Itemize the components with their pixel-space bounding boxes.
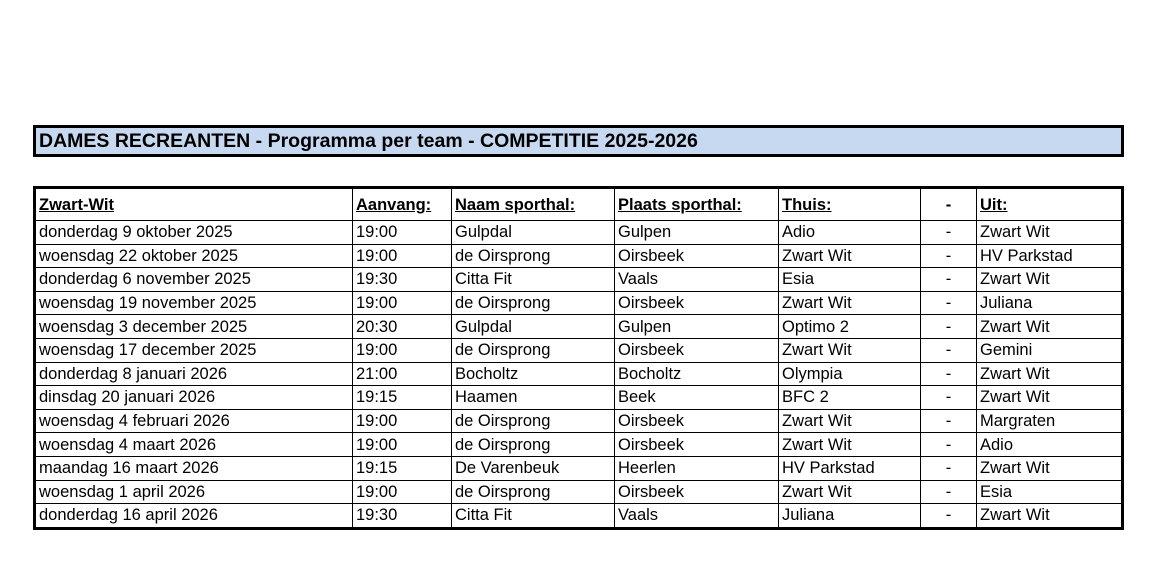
cell-hall: de Oirsprong [452,244,615,268]
cell-date: maandag 16 maart 2026 [35,456,353,480]
table-row [35,362,1123,386]
cell-home: Zwart Wit [779,291,921,315]
cell-away: Zwart Wit [977,456,1123,480]
cell-time: 19:00 [353,409,452,433]
cell-place: Gulpen [615,315,779,339]
table-row [35,456,1123,480]
cell-hall: Gulpdal [452,315,615,339]
cell-date: woensdag 19 november 2025 [35,291,353,315]
table-row [35,268,1123,292]
cell-place: Vaals [615,504,779,529]
table-row [35,221,1123,245]
table-row [35,315,1123,339]
cell-away: HV Parkstad [977,244,1123,268]
cell-away: Zwart Wit [977,315,1123,339]
cell-hall: De Varenbeuk [452,456,615,480]
cell-hall: Bocholtz [452,362,615,386]
cell-dash: - [921,315,977,339]
cell-place: Oirsbeek [615,291,779,315]
cell-hall: Citta Fit [452,504,615,529]
cell-date: donderdag 9 oktober 2025 [35,221,353,245]
cell-time: 20:30 [353,315,452,339]
cell-time: 19:15 [353,386,452,410]
cell-date: woensdag 17 december 2025 [35,338,353,362]
cell-time: 19:30 [353,504,452,529]
cell-hall: Haamen [452,386,615,410]
header-dash: - [921,188,977,221]
table-row [35,291,1123,315]
cell-hall: de Oirsprong [452,291,615,315]
table-row [35,433,1123,457]
cell-time: 19:00 [353,338,452,362]
cell-date: donderdag 16 april 2026 [35,504,353,529]
cell-time: 19:00 [353,244,452,268]
cell-home: Zwart Wit [779,244,921,268]
cell-date: donderdag 8 januari 2026 [35,362,353,386]
cell-hall: de Oirsprong [452,338,615,362]
cell-dash: - [921,244,977,268]
cell-place: Oirsbeek [615,244,779,268]
cell-home: Zwart Wit [779,433,921,457]
table-row [35,480,1123,504]
cell-date: woensdag 1 april 2026 [35,480,353,504]
title-banner [33,125,1124,157]
cell-away: Margraten [977,409,1123,433]
cell-place: Gulpen [615,221,779,245]
cell-away: Adio [977,433,1123,457]
cell-home: Zwart Wit [779,409,921,433]
cell-time: 19:30 [353,268,452,292]
cell-away: Esia [977,480,1123,504]
cell-place: Oirsbeek [615,338,779,362]
header-row [35,188,1123,221]
cell-date: woensdag 4 februari 2026 [35,409,353,433]
cell-dash: - [921,409,977,433]
table-row [35,409,1123,433]
cell-dash: - [921,386,977,410]
cell-hall: de Oirsprong [452,409,615,433]
cell-away: Zwart Wit [980,506,1050,525]
cell-dash: - [921,504,977,529]
cell-place: Heerlen [615,456,779,480]
cell-place: Oirsbeek [615,480,779,504]
cell-dash: - [921,456,977,480]
cell-dash: - [921,433,977,457]
table-row [35,244,1123,268]
cell-away: Zwart Wit [977,221,1123,245]
cell-home: Zwart Wit [779,338,921,362]
cell-dash: - [921,362,977,386]
cell-date: dinsdag 20 januari 2026 [35,386,353,410]
cell-home: Optimo 2 [779,315,921,339]
header-away: Uit: [977,188,1123,221]
header-hall: Naam sporthal: [452,188,615,221]
header-home: Thuis: [779,188,921,221]
table-row [35,386,1123,410]
cell-away: Juliana [977,291,1123,315]
header-time: Aanvang: [353,188,452,221]
cell-home: Esia [779,268,921,292]
table-row [35,504,1123,529]
cell-hall: de Oirsprong [452,433,615,457]
cell-time: 21:00 [353,362,452,386]
page-title: DAMES RECREANTEN - Programma per team - COMPETITIE 2025-2026 [39,129,698,152]
cell-dash: - [921,268,977,292]
cell-away: Zwart Wit [977,362,1123,386]
cell-home: Olympia [779,362,921,386]
schedule-table [33,186,1124,530]
cell-date: woensdag 22 oktober 2025 [35,244,353,268]
cell-place: Vaals [615,268,779,292]
cell-time: 19:00 [353,480,452,504]
cell-hall: Citta Fit [452,268,615,292]
cell-home: BFC 2 [779,386,921,410]
cell-dash: - [921,291,977,315]
cell-away: Zwart Wit [977,386,1123,410]
cell-dash: - [921,338,977,362]
cell-time: 19:15 [353,456,452,480]
cell-dash: - [921,480,977,504]
cell-place: Bocholtz [615,362,779,386]
cell-time: 19:00 [353,433,452,457]
cell-date: donderdag 6 november 2025 [35,268,353,292]
cell-date: woensdag 3 december 2025 [35,315,353,339]
header-place: Plaats sporthal: [615,188,779,221]
cell-home: HV Parkstad [779,456,921,480]
cell-home: Juliana [779,504,921,529]
cell-hall: Gulpdal [452,221,615,245]
cell-away: Gemini [977,338,1123,362]
cell-time: 19:00 [353,291,452,315]
cell-home: Zwart Wit [779,480,921,504]
table-row [35,338,1123,362]
cell-away: Zwart Wit [977,268,1123,292]
cell-hall: de Oirsprong [452,480,615,504]
cell-place: Oirsbeek [615,433,779,457]
cell-home: Adio [779,221,921,245]
cell-time: 19:00 [353,221,452,245]
cell-place: Oirsbeek [615,409,779,433]
cell-dash: - [921,221,977,245]
cell-date: woensdag 4 maart 2026 [35,433,353,457]
cell-place: Beek [615,386,779,410]
header-team: Zwart-Wit [35,188,353,221]
